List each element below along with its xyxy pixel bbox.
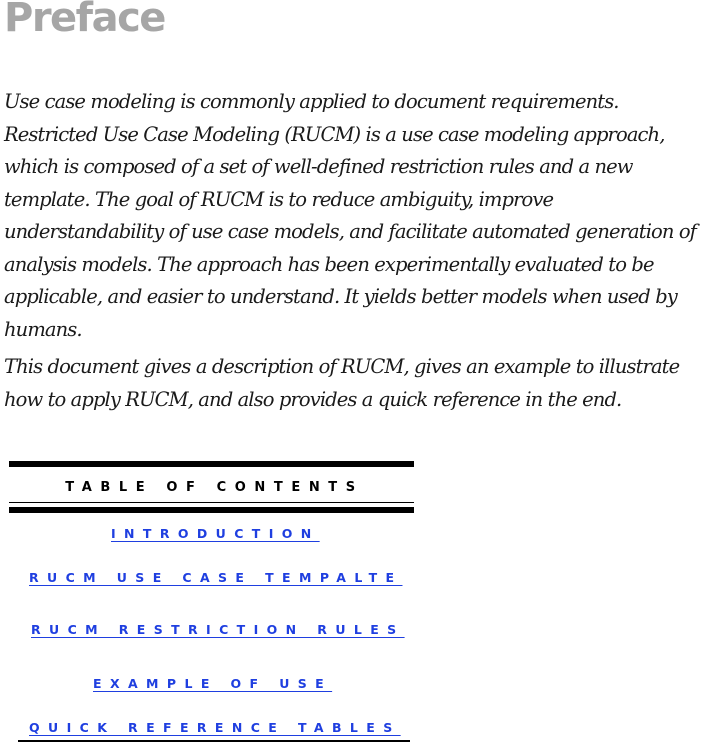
- toc-heading-rule-thick: [9, 507, 414, 513]
- page-title: Preface: [4, 0, 165, 41]
- toc-link-restriction-rules[interactable]: RUCM RESTRICTION RULES: [31, 622, 405, 637]
- toc-link-quick-reference-tables[interactable]: QUICK REFERENCE TABLES: [29, 720, 401, 735]
- summary-paragraph: This document gives a description of RUCM, gives an example to illustrate how to apply RUCM, and also provides a quick reference in the end.: [4, 355, 680, 411]
- intro-paragraph: Use case modeling is commonly applied to document requirements. Restricted Use Case Modeling (RUCM) is a use case modeling approach, which is composed of a set of well-defined restriction rules and a new template. The goal of RUCM is to reduce ambiguity, improve understandability of use case models, and facilitate automated generation of analysis models. The approach has been experimentally evaluated to be applicable, and easier to understand. It yields better models when used by humans.: [4, 90, 696, 341]
- toc-top-rule: [9, 461, 414, 467]
- toc-bottom-rule: [18, 740, 410, 742]
- toc-heading-rule-thin: [9, 502, 414, 503]
- toc-link-use-case-template[interactable]: RUCM USE CASE TEMPALTE: [29, 570, 403, 585]
- toc-link-example-of-use[interactable]: EXAMPLE OF USE: [93, 676, 333, 691]
- toc-heading: TABLE OF CONTENTS: [65, 480, 364, 495]
- toc-link-introduction[interactable]: INTRODUCTION: [111, 526, 320, 541]
